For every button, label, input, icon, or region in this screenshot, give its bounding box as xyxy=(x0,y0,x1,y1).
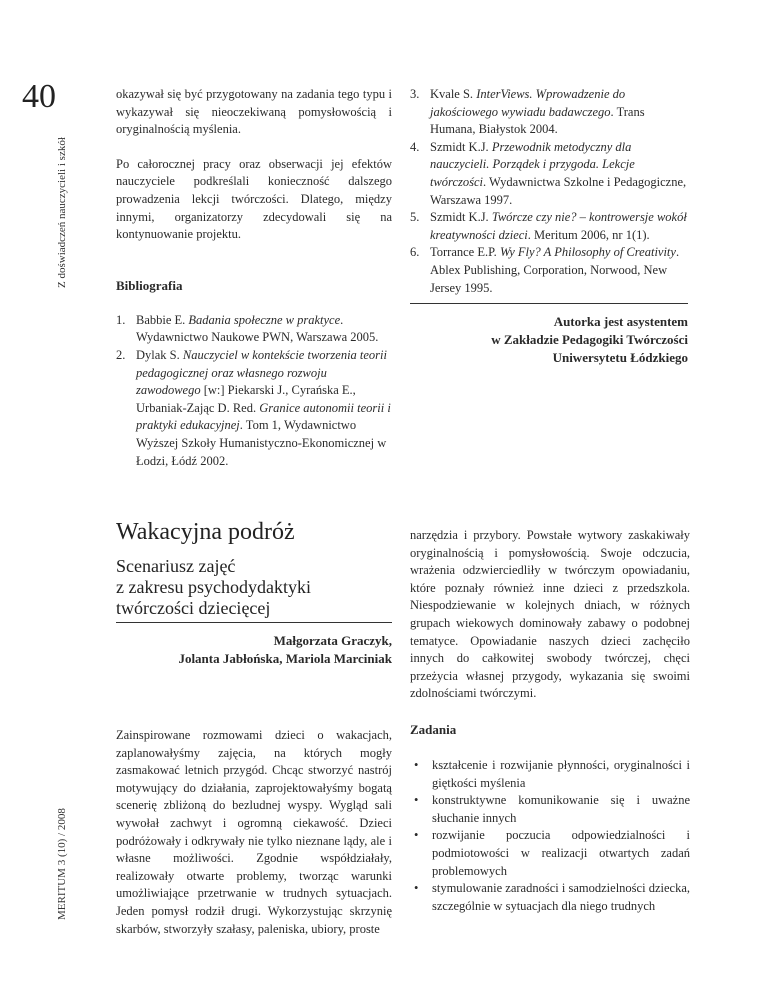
bibliography-item: 1. Babbie E. Badania społeczne w praktyce. Wydawnictwo Naukowe PWN, Warszawa 2005. xyxy=(116,312,379,345)
page-number: 40 xyxy=(22,78,56,115)
author-note: Autorka jest asystentem w Zakładzie Pedagogiki Twórczości Uniwersytetu Łódzkiego xyxy=(491,314,688,365)
article-subtitle: Scenariusz zajęć z zakresu psychodydaktyki twórczości dziecięcej xyxy=(116,556,311,618)
article-title: Wakacyjna podróż xyxy=(116,519,295,545)
intro-column xyxy=(116,86,392,470)
article-paragraph-intro: Zainspirowane rozmowami dzieci o wakacjach, zaplanowałyśmy zajęcia, na których mogły zasmakować letnich przygód. Chcąc stworzyć nastrój motywujący do działania, zaprojektowałyśmy bogatą scenerię zbliżoną do bezludnej wyspy. Wygląd sali wywołał zachwyt i ogromną ciekawość. Dzieci podróżowały i odkrywały nie tylko nieznane lądy, ale i własne możliwości. Zgodnie współdziałały, realizowały otwarte problemy, tworząc warunki umożliwiające przetrwanie w trudnych sytuacjach. Jeden pomysł rodził drugi. Wykorzystując skrzynię skarbów, stworzyły szałasy, paleniska, ubiory, proste xyxy=(116,728,392,936)
task-item: • rozwijanie poczucia odpowiedzialności i podmiotowości w realizacji otwartych zadań problemowych xyxy=(410,827,690,880)
bibliography-item: 6. Torrance E.P. Wy Fly? A Philosophy of Creativity. Ablex Publishing, Corporation, Norwood, New Jersey 1995. xyxy=(410,245,680,295)
tasks-section xyxy=(410,722,690,915)
tasks-list xyxy=(410,757,690,915)
tasks-heading: Zadania xyxy=(410,722,457,737)
bibliography-item: 3. Kvale S. InterViews. Wprowadzenie do jakościowego wywiadu badawczego. Trans Humana, Białystok 2004. xyxy=(410,87,645,137)
bibliography-list-right xyxy=(410,86,690,297)
task-item: • konstruktywne komunikowanie się i uważne słuchanie innych xyxy=(410,792,690,827)
bibliography-item: 5. Szmidt K.J. Twórcze czy nie? – kontrowersje wokół kreatywności dzieci. Meritum 2006, nr 1(1). xyxy=(410,210,687,242)
task-item: • kształcenie i rozwijanie płynności, oryginalności i giętkości myślenia xyxy=(410,757,690,792)
intro-paragraph-2: Po całorocznej pracy oraz obserwacji jej efektów nauczyciele podkreślali konieczność dalszego prowadzenia lekcji twórczości. Dlatego, między innymi, organizatorzy zdecydowali się na kontynuowanie projektu. xyxy=(116,156,392,242)
article-title-divider xyxy=(116,622,392,623)
author-note-divider xyxy=(410,303,688,304)
article-authors: Małgorzata Graczyk, Jolanta Jabłońska, Mariola Marciniak xyxy=(178,633,392,666)
bibliography-list-left xyxy=(116,312,392,470)
task-item: • stymulowanie zaradności i samodzielności dziecka, szczególnie w sytuacjach dla niego trudnych xyxy=(410,880,690,915)
bibliography-heading: Bibliografia xyxy=(116,277,183,293)
intro-paragraph-1: okazywał się być przygotowany na zadania tego typu i wykazywał się nieoczekiwaną pomysłowością i oryginalnością myślenia. xyxy=(116,87,392,137)
running-head-section: Z doświadczeń nauczycieli i szkół xyxy=(56,137,68,288)
article-column-left xyxy=(116,727,392,938)
bibliography-item: 2. Dylak S. Nauczyciel w kontekście tworzenia teorii pedagogicznej oraz własnego rozwoju zawodowego [w:] Piekarski J., Cyrańska E., Urbaniak-Zając D. Red. Granice autonomii teorii i praktyki edukacyjnej. Tom 1, Wydawnictwo Wyższej Szkoły Humanistyczno-Ekonomicznej w Łodzi, Łódź 2002. xyxy=(116,347,391,468)
bibliography-item: 4. Szmidt K.J. Przewodnik metodyczny dla nauczycieli. Porządek i przygoda. Lekcje twórczości. Wydawnictwa Szkolne i Pedagogiczne, Warszawa 1997. xyxy=(410,139,687,207)
article-column-right-top xyxy=(410,527,690,703)
bibliography-column-right xyxy=(410,86,690,297)
article-paragraph-continuation: narzędzia i przybory. Powstałe wytwory zaskakiwały oryginalnością i pomysłowością. Swoje odczucia, wrażenia odzwierciedliły w twórczym opowiadaniu, które poznały również inne dzieci z przedszkola. Niespodziewanie w kolejnych dniach, w różnych grupach wiekowych dominowały zabawy o podobnej tematyce. Opowiadanie naszych dzieci zachęciło innych do całkowitej swobody twórczej, chęci przeżycia własnej przygody, wykazania się swoimi zdolnościami twórczymi. xyxy=(410,528,690,701)
running-head-journal: MERITUM 3 (10) / 2008 xyxy=(56,808,68,920)
